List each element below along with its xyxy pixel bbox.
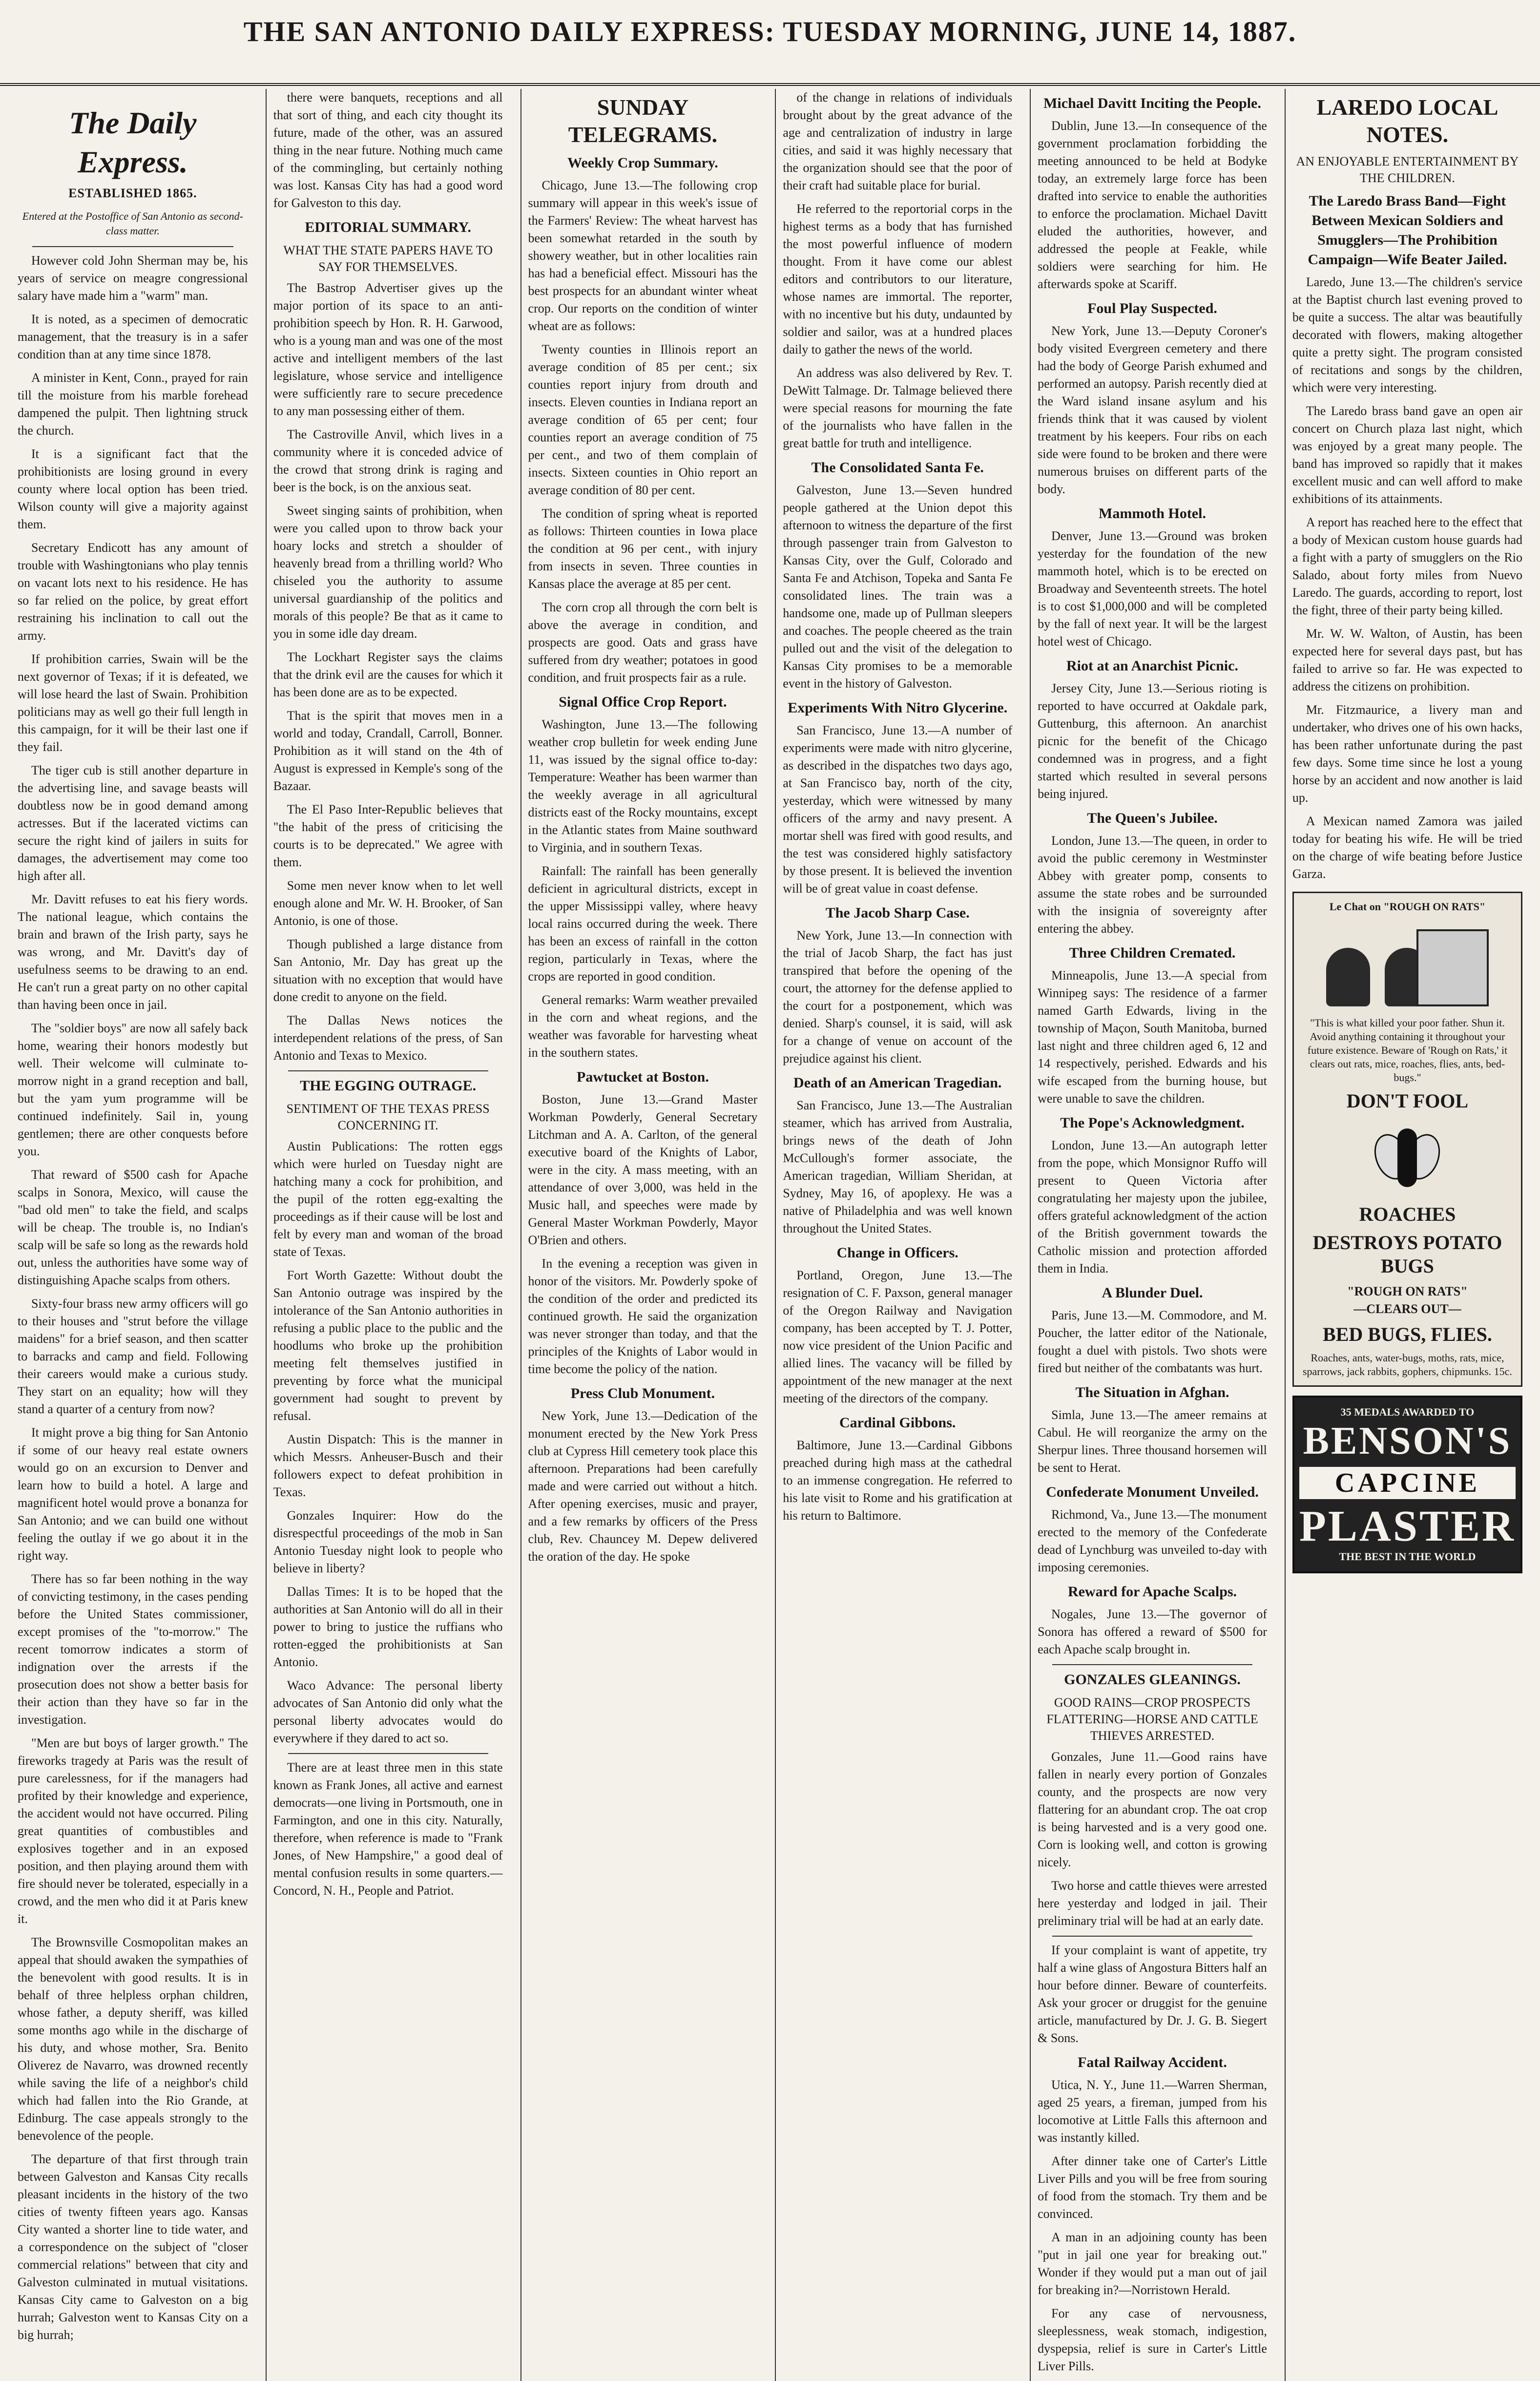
- article-heading: Foul Play Suspected.: [1087, 300, 1217, 316]
- section-subheading: AN ENJOYABLE ENTERTAINMENT BY THE CHILDREN.: [1296, 154, 1519, 185]
- ad-product: PLASTER: [1299, 1502, 1516, 1550]
- paragraph: The departure of that first through train between Galveston and Kansas City recalls pleasant incidents in the history of the two cities of twenty fifteen years ago. Kansas City wanted a shorter line to tide water, and a correspondence on the subject of "closer commercial relations" between that city and Galveston culminated in mutual visitations. Kansas City came to Galveston on a big hurrah; Galveston went to Kansas City on a big hurrah;: [18, 2152, 248, 2342]
- column-2: [266, 89, 510, 2381]
- column-3: [520, 89, 765, 2381]
- paragraph: The Bastrop Advertiser gives up the major portion of its space to an anti-prohibition speech by Hon. R. H. Garwood, who is a young man and was one of the most active and intelligent members of the last legislature, whose service and intelligence were sufficiently rare to secure precedence to any man possessing either of them.: [273, 281, 503, 418]
- column-4: [775, 89, 1019, 2381]
- ad-product: "ROUGH ON RATS": [1347, 1284, 1468, 1298]
- divider: [1052, 1936, 1252, 1937]
- paragraph: Mr. W. W. Walton, of Austin, has been expected here for several days past, but has failed to arrive so far. He was expected to address the citizens on prohibition.: [1292, 627, 1522, 693]
- paragraph: After dinner take one of Carter's Little Liver Pills and you will be free from souring of food from the stomach. Try them and be convinced.: [1038, 2154, 1267, 2221]
- column-6: [1285, 89, 1529, 2381]
- paragraph: of the change in relations of individuals brought about by the great advance of the age and centralization of industry in large cities, and said it was highly necessary that the organization should see that the poor of their craft had suitable place for burial.: [783, 90, 1013, 192]
- paragraph: San Francisco, June 13.—A number of experiments were made with nitro glycerine, as described in the dispatches two days ago, at San Francisco bay, north of the city, yesterday, which were witnessed by many officers of the army and navy present. A mortar shell was fired with good results, and the test was considered highly satisfactory by those present. It is believed the invention will be of great value in coast defense.: [783, 723, 1013, 896]
- ad-headline: DON'T FOOL: [1346, 1090, 1469, 1112]
- paragraph: A minister in Kent, Conn., prayed for rain till the moisture from his marble forehead dampened the pulpit. Then lightning struck the church.: [18, 371, 248, 438]
- paragraph: Austin Publications: The rotten eggs which were hurled on Tuesday night are hatching many a cock for prohibition, and the pupil of the rotten egg-exalting the proceedings as if their cause will be lost and felt by every man and woman of the broad state of Texas.: [273, 1139, 503, 1259]
- ad-headline: DESTROYS POTATO BUGS: [1312, 1232, 1502, 1277]
- cat-figure: [1326, 948, 1370, 1006]
- paragraph: It is a significant fact that the prohibitionists are losing ground in every county where local option has been tried. Wilson county will give a majority against them.: [18, 447, 248, 531]
- fly-icon: [1375, 1119, 1439, 1197]
- rough-on-rats-ad: [1292, 892, 1522, 1387]
- paragraph: It might prove a big thing for San Antonio if some of our heavy real estate owners would go on an excursion to Denver and learn how to build a hotel. A large and magnificent hotel would prove a bonanza for San Antonio; and we can build one without feeling the outlay if we go about it in the right way.: [18, 1425, 248, 1563]
- paragraph: In the evening a reception was given in honor of the visitors. Mr. Powderly spoke of the condition of the order and predicted its continued growth. He said the organization was never stronger than today, and that the principles of the Knights of Labor would in time become the policy of the nation.: [528, 1256, 758, 1376]
- paragraph: New York, June 13.—Deputy Coroner's body visited Evergreen cemetery and there had the body of George Parish exhumed and performed an autopsy. Parish recently died at the Ward island insane asylum and his friends think that it was caused by violent treatment by his keepers. Four ribs on each side were found to be broken and there were numerous bruises on different parts of the body.: [1038, 324, 1267, 496]
- paragraph: That reward of $500 cash for Apache scalps in Sonora, Mexico, will cause the "bad old men" to take the field, and scalps will be cheap. The trouble is, no Indian's scalp will be safe so long as the rewards hold out, unless the authorities have some way of distinguishing Apache scalps from others.: [18, 1168, 248, 1287]
- article-heading: The Jacob Sharp Case.: [825, 905, 970, 921]
- article-heading: Riot at an Anarchist Picnic.: [1066, 658, 1238, 674]
- article-heading: Fatal Railway Accident.: [1078, 2054, 1227, 2070]
- section-heading: GONZALES GLEANINGS.: [1064, 1671, 1241, 1688]
- paragraph: General remarks: Warm weather prevailed in the corn and wheat regions, and the weather was favorable for harvesting wheat in the southern states.: [528, 993, 758, 1060]
- paragraph: Sixty-four brass new army officers will go to their houses and "strut before the village maidens" for a brief season, and then scatter to barracks and camp and field. Following their careers would make a curious study. They start on an equality; how will they stand a quarter of a century from now?: [18, 1296, 248, 1416]
- cats-illustration: [1311, 919, 1503, 1011]
- paragraph: Washington, June 13.—The following weather crop bulletin for week ending June 11, was issued by the signal office to-day: Temperature: Weather has been warmer than the weekly average in all agricultural districts east of the Rocky mountains, except in the Atlantic states from Maine southward to Virginia, and in southern Texas.: [528, 717, 758, 855]
- paragraph: Two horse and cattle thieves were arrested here yesterday and lodged in jail. Their preliminary trial will be had at an early date.: [1038, 1879, 1267, 1928]
- article-heading: Three Children Cremated.: [1069, 945, 1236, 961]
- paper-title: The Daily Express.: [69, 105, 197, 179]
- columns-container: [11, 89, 1529, 2373]
- paragraph: If your complaint is want of appetite, try half a wine glass of Angostura Bitters half an hour before dinner. Beware of counterfeits. Ask your grocer or druggist for the genuine article, manufactured by Dr. J. G. B. Siegert & Sons.: [1038, 1943, 1267, 2045]
- divider: [288, 1753, 488, 1754]
- divider: [32, 246, 233, 247]
- paragraph: there were banquets, receptions and all that sort of thing, and each city thought its future, made of the other, was an assured thing in the near future. Nothing much came of the commingling, but certainly nothing was lost. Kansas City has had a good word for Galveston to this day.: [273, 90, 503, 210]
- paragraph: Richmond, Va., June 13.—The monument erected to the memory of the Confederate dead of Lynchburg was unveiled to-day with imposing ceremonies.: [1038, 1507, 1267, 1574]
- paragraph: Though published a large distance from San Antonio, Mr. Day has great up the situation with no exception that would have done credit to anyone on the field.: [273, 937, 503, 1004]
- paragraph: Mr. Fitzmaurice, a livery man and undertaker, who drives one of his own hacks, has been rather unfortunate during the past few days. Some time since he lost a young horse by an accident and now another is laid up.: [1292, 703, 1522, 805]
- article-heading: The Pope's Acknowledgment.: [1060, 1115, 1245, 1131]
- article-heading: Mammoth Hotel.: [1099, 505, 1206, 522]
- ad-caption: Le Chat on "ROUGH ON RATS": [1329, 900, 1486, 913]
- paragraph: Austin Dispatch: This is the manner in which Messrs. Anheuser-Busch and their followers expect to defeat prohibition in Texas.: [273, 1432, 503, 1499]
- paragraph: A report has reached here to the effect that a body of Mexican custom house guards had a fight with a party of smugglers on the Rio Salado, about forty miles from Nuevo Laredo. The guards, according to report, lost the fight, three of their party being killed.: [1292, 515, 1522, 617]
- paragraph: There has so far been nothing in the way of convicting testimony, in the cases pending before the United States commissioner, except promises of the "to-morrow." The recent tomorrow indicates a storm of indignation over the arrests if the prosecution does not show a better basis for their action than they have so far in the investigation.: [18, 1572, 248, 1727]
- paragraph: Galveston, June 13.—Seven hundred people gathered at the Union depot this afternoon to witness the departure of the first through passenger train from Galveston to Kansas City, over the Gulf, Colorado and Santa Fe and Atchison, Topeka and Santa Fe consolidated lines. The train was a handsome one, made up of Pullman sleepers and coaches. The people cheered as the train pulled out and the visit of the delegation to Kansas City promises to be a memorable event in the history of Galveston.: [783, 483, 1013, 690]
- paragraph: Nogales, June 13.—The governor of Sonora has offered a reward of $500 for each Apache scalp brought in.: [1038, 1607, 1267, 1656]
- column-5: [1030, 89, 1274, 2381]
- paragraph: A Mexican named Zamora was jailed today for beating his wife. He will be tried on the charge of wife beating before Justice Garza.: [1292, 814, 1522, 881]
- poison-box-figure: [1416, 929, 1489, 1006]
- paragraph: Twenty counties in Illinois report an average condition of 85 per cent.; six counties report injury from drouth and insects. Eleven counties in Indiana report an average condition of 65 per cent; four counties report an average condition of 75 per cent., and two of them complain of insects. Sixteen counties in Ohio report an average condition of 80 per cent.: [528, 342, 758, 497]
- paragraph: New York, June 13.—In connection with the trial of Jacob Sharp, the fact has just transpired that before the opening of the court, the attorney for the defense applied to the court for a postponement, which was denied. Sharp's counsel, it is said, will ask for a change of venue on account of the prejudice against his client.: [783, 928, 1013, 1065]
- article-heading: The Queen's Jubilee.: [1087, 810, 1218, 826]
- article-heading: Reward for Apache Scalps.: [1067, 1584, 1237, 1600]
- paragraph: The El Paso Inter-Republic believes that "the habit of the press of criticising the courts is to be deprecated." We agree with them.: [273, 802, 503, 869]
- paragraph: The condition of spring wheat is reported as follows: Thirteen counties in Iowa place the condition at 96 per cent., with injury from insects in seven. Three counties in Kansas place the average at 85 per cent.: [528, 506, 758, 591]
- paragraph: Boston, June 13.—Grand Master Workman Powderly, General Secretary Litchman and A. A. Carlton, of the general executive board of the Knights of Labor, were in the city. A mass meeting, with an attendance of over 3,000, was held in the Music hall, and speeches were made by General Master Workman Powderly, Mayor O'Brien and others.: [528, 1092, 758, 1247]
- paragraph: Utica, N. Y., June 11.—Warren Sherman, aged 25 years, a fireman, jumped from his locomotive at Little Falls this afternoon and was instantly killed.: [1038, 2078, 1267, 2145]
- ad-text: "This is what killed your poor father. Shun it. Avoid anything containing it throughout your future existence. Beware of 'Rough on Rats,' it clears out rats, mice, roaches, flies, ants, bed-bugs.": [1307, 1017, 1508, 1084]
- paragraph: Baltimore, June 13.—Cardinal Gibbons preached during high mass at the cathedral to an immense congregation. He referred to his late visit to Rome and his gratification at his return to Baltimore.: [783, 1438, 1013, 1523]
- paragraph: "Men are but boys of larger growth." The fireworks tragedy at Paris was the result of pure carelessness, for if the managers had profited by their knowledge and experience, the accident would not have occurred. Piling great quantities of combustibles and explosives together and in an exposed position, and then playing around them with fire should never be tolerated, especially in a crowd, and the men who did it at Paris knew it.: [18, 1736, 248, 1926]
- paragraph: The Laredo brass band gave an open air concert on Church plaza last night, which was enjoyed by a great many people. The band has improved so rapidly that it makes excellent music and can well afford to make exhibitions of its attainments.: [1292, 404, 1522, 506]
- section-subheading: SENTIMENT OF THE TEXAS PRESS CONCERNING IT.: [286, 1102, 490, 1132]
- paragraph: Laredo, June 13.—The children's service at the Baptist church last evening proved to be quite a success. The altar was beautifully decorated with flowers, making altogether quite a pretty sight. The program consisted of recitations and songs by the children, which were very interesting.: [1292, 275, 1522, 395]
- paragraph: Simla, June 13.—The ameer remains at Cabul. He will reorganize the army on the Sherpur lines. Three thousand horsemen will be sent to Herat.: [1038, 1408, 1267, 1475]
- ad-headline: ROACHES: [1359, 1203, 1456, 1225]
- paragraph: The Dallas News notices the interdependent relations of the press, of San Antonio and Texas to Mexico.: [273, 1013, 503, 1063]
- paragraph: Rainfall: The rainfall has been generally deficient in agricultural districts, except in the upper Mississippi valley, where heavy local rains occurred during the week. There has been an excess of rainfall in the cotton region, particularly in Texas, where the crops are reported in good condition.: [528, 864, 758, 983]
- paragraph: Sweet singing saints of prohibition, when were you called upon to throw back your hoary locks and stretch a shoulder of heavenly bread from a thrilling world? Who chiseled you the authority to assume universal guardianship of the politics and morals of this people? Be that as it came to you in some idle day dream.: [273, 503, 503, 641]
- ad-caption: 35 MEDALS AWARDED TO: [1340, 1406, 1475, 1418]
- paragraph: Secretary Endicott has any amount of trouble with Washingtonians who play tennis on vacant lots next to his residence. He has so far relied on the police, by great effort restraining his inclination to call out the army.: [18, 541, 248, 643]
- paragraph: Jersey City, June 13.—Serious rioting is reported to have occurred at Oakdale park, Guttenburg, this afternoon. An anarchist picnic for the benefit of the Chicago condemned was in progress, and a fight started which resulted in several persons being injured.: [1038, 681, 1267, 801]
- entered-note: Entered at the Postoffice of San Antonio as second-class matter.: [22, 210, 243, 237]
- paragraph: London, June 13.—An autograph letter from the pope, which Monsignor Ruffo will present to Queen Victoria after congratulating her majesty upon the jubilee, offers grateful acknowledgment of the action of the British government towards the Catholic mission and protection afforded them in India.: [1038, 1138, 1267, 1275]
- paragraph: He referred to the reportorial corps in the highest terms as a body that has furnished the most powerful influence of modern thought. From it have come our ablest editors and contributors to our literature, whose names are immortal. The reporter, with no incentive but his duty, undaunted by soldier and sailor, was at a hundred places daily to gather the news of the world.: [783, 202, 1013, 356]
- paragraph: Dallas Times: It is to be hoped that the authorities at San Antonio will do all in their power to bring to justice the ruffians who rotten-egged the prohibitionists at San Antonio.: [273, 1585, 503, 1669]
- paragraph: Gonzales, June 11.—Good rains have fallen in nearly every portion of Gonzales county, and the prospects are now very flattering for an abundant crop. The oat crop is being harvested and is a very good one. Corn is looking well, and cotton is growing nicely.: [1038, 1750, 1267, 1869]
- paragraph: Some men never know when to let well enough alone and Mr. W. H. Brooker, of San Antonio, is one of those.: [273, 878, 503, 928]
- section-subheading: GOOD RAINS—CROP PROSPECTS FLATTERING—HORSE AND CATTLE THIEVES ARRESTED.: [1046, 1695, 1258, 1743]
- paragraph: The Castroville Anvil, which lives in a community where it is conceded advice of the crowd that strong drink is raging and beer is the bock, is on the anxious seat.: [273, 427, 503, 494]
- paragraph: Gonzales Inquirer: How do the disrespectful proceedings of the mob in San Antonio Tuesday night look to people who believe in liberty?: [273, 1508, 503, 1575]
- paragraph: For any case of nervousness, sleeplessness, weak stomach, indigestion, dyspepsia, relief is sure in Carter's Little Liver Pills.: [1038, 2306, 1267, 2373]
- newspaper-masthead: THE SAN ANTONIO DAILY EXPRESS: TUESDAY MORNING, JUNE 14, 1887.: [0, 0, 1540, 86]
- paragraph: San Francisco, June 13.—The Australian steamer, which has arrived from Australia, brings news of the death of John McCullough's former associate, the American tragedian, William Sheridan, at Sydney, May 16, of apoplexy. He was a native of Philadelphia and was well known throughout the United States.: [783, 1098, 1013, 1235]
- paragraph: Chicago, June 13.—The following crop summary will appear in this week's issue of the Farmers' Review: The wheat harvest has been somewhat retarded in the south by showery weather, but in other localities rain has had a beneficial effect. Missouri has the best prospects for an abundant winter wheat crop. Our reports on the condition of winter wheat are as follows:: [528, 178, 758, 333]
- paragraph: New York, June 13.—Dedication of the monument erected by the New York Press club at Cypress Hill cemetery took place this afternoon. Preparations had been carefully made and were carried out without a hitch. After opening exercises, music and prayer, and a few remarks by officers of the Press club, Rev. Chauncey M. Depew delivered the oration of the day. He spoke: [528, 1409, 758, 1564]
- fly-body: [1397, 1128, 1417, 1187]
- article-heading: Michael Davitt Inciting the People.: [1043, 95, 1261, 111]
- article-heading: Cardinal Gibbons.: [839, 1415, 956, 1431]
- established-line: ESTABLISHED 1865.: [68, 186, 197, 200]
- paragraph: That is the spirit that moves men in a world and today, Crandall, Carroll, Bonner. Prohibition as it will stand on the 4th of August is expressed in Kemple's song of the Bazaar.: [273, 709, 503, 793]
- paragraph: The Lockhart Register says the claims that the drink evil are the causes for which it has been done are as to be expected.: [273, 650, 503, 699]
- section-heading: THE EGGING OUTRAGE.: [300, 1078, 477, 1094]
- paragraph: However cold John Sherman may be, his years of service on meagre congressional salary have made him a "warm" man.: [18, 253, 248, 303]
- ad-tagline: THE BEST IN THE WORLD: [1339, 1550, 1476, 1563]
- article-heading: Pawtucket at Boston.: [577, 1069, 709, 1085]
- article-heading: A Blunder Duel.: [1102, 1285, 1203, 1301]
- paragraph: Minneapolis, June 13.—A special from Winnipeg says: The residence of a farmer named Garth Edwards, living in the township of Maçon, South Manitoba, burned last night and three children aged 6, 12 and 14 respectively, perished. Edwards and his wife escaped from the burning house, but were unable to save the children.: [1038, 968, 1267, 1106]
- section-subheading: WHAT THE STATE PAPERS HAVE TO SAY FOR THEMSELVES.: [283, 243, 493, 274]
- article-heading: Confederate Monument Unveiled.: [1046, 1484, 1259, 1500]
- article-heading: Experiments With Nitro Glycerine.: [788, 700, 1008, 716]
- section-heading: SUNDAY TELEGRAMS.: [568, 95, 718, 147]
- ad-line: —CLEARS OUT—: [1353, 1302, 1461, 1316]
- divider: [1052, 1664, 1252, 1665]
- column-1: [11, 89, 255, 2381]
- article-heading: Press Club Monument.: [570, 1385, 715, 1401]
- capcine-plaster-ad: [1292, 1396, 1522, 1573]
- paragraph: There are at least three men in this state known as Frank Jones, all active and earnest democrats—one living in Portsmouth, one in Farmington, and one in this city. Naturally, therefore, when reference is made to "Frank Jones, of New Hampshire," a good deal of mental confusion results in some quarters.—Concord, N. H., People and Patriot.: [273, 1760, 503, 1898]
- article-heading: Signal Office Crop Report.: [559, 694, 727, 710]
- section-subheading: The Laredo Brass Band—Fight Between Mexican Soldiers and Smugglers—The Prohibition Campaign—Wife Beater Jailed.: [1308, 193, 1507, 268]
- article-heading: Weekly Crop Summary.: [567, 155, 718, 171]
- paragraph: It is noted, as a specimen of democratic management, that the treasury is in a safer condition than at any time since 1878.: [18, 312, 248, 361]
- paragraph: If prohibition carries, Swain will be the next governor of Texas; if it is defeated, we will lose heard the last of Swain. Prohibition politicians may as well go their full length in this campaign, for it will be their last one if they fail.: [18, 652, 248, 754]
- article-heading: The Situation in Afghan.: [1075, 1384, 1229, 1400]
- paragraph: Fort Worth Gazette: Without doubt the San Antonio outrage was inspired by the intolerance of the San Antonio authorities in refusing a public place to the public and the hoodlums who broke up the prohibition meeting felt themselves justified in preventing by force what the municipal government had sought to prevent by refusal.: [273, 1268, 503, 1423]
- section-heading: LAREDO LOCAL NOTES.: [1316, 95, 1498, 147]
- paragraph: Denver, June 13.—Ground was broken yesterday for the foundation of the new mammoth hotel, which is to be erected on Broadway and Seventeenth streets. The hotel is to cost $1,000,000 and will be completed by the fall of next year. It will be the largest hotel west of Chicago.: [1038, 529, 1267, 648]
- paragraph: Dublin, June 13.—In consequence of the government proclamation forbidding the meeting announced to be held at Bodyke today, an extremely large force has been drafted into service to enable the authorities to enforce the proclamation. Michael Davitt eluded the authorities, however, and addressed the people at Feakle, while soldiers were searching for him. He afterwards spoke at Scariff.: [1038, 119, 1267, 291]
- article-heading: Death of an American Tragedian.: [793, 1075, 1002, 1091]
- paragraph: Waco Advance: The personal liberty advocates of San Antonio did only what the personal liberty advocates would do everywhere if they dared to act so.: [273, 1678, 503, 1745]
- paragraph: Paris, June 13.—M. Commodore, and M. Poucher, the latter editor of the Nationale, fought a duel with pistols. Two shots were fired but neither of the combatants was hurt.: [1038, 1308, 1267, 1375]
- paragraph: The "soldier boys" are now all safely back home, wearing their honors modestly but well. Their welcome will culminate to-morrow night in a grand reception and ball, but the yam yum programme will be continued indefinitely. Sail in, young gentlemen; there are other conquests before you.: [18, 1021, 248, 1158]
- article-heading: Change in Officers.: [836, 1245, 958, 1261]
- paragraph: The Brownsville Cosmopolitan makes an appeal that should awaken the sympathies of the benevolent with good results. It is in behalf of three helpless orphan children, whose father, a deputy sheriff, was killed some months ago while in the discharge of his duty, and whose mother, Sra. Benito Oliverez de Navarro, was drowned recently while saving the life of a neighbor's child which had fallen into the Rio Grande, at Edinburg. The case appeals strongly to the benevolence of the people.: [18, 1935, 248, 2143]
- paragraph: Mr. Davitt refuses to eat his fiery words. The national league, which contains the brain and brawn of the Irish party, says he was wrong, and Mr. Davitt's day of usefulness seems to be drawing to an end. He can't run a great party on no other capital than having been once in jail.: [18, 892, 248, 1012]
- ad-text: Roaches, ants, water-bugs, moths, rats, mice, sparrows, jack rabbits, gophers, chipmunks. 15c.: [1302, 1352, 1512, 1378]
- ad-brand: BENSON'S: [1303, 1420, 1512, 1462]
- article-heading: The Consolidated Santa Fe.: [811, 459, 984, 476]
- divider: [288, 1070, 488, 1071]
- paragraph: A man in an adjoining county has been "put in jail one year for breaking out." Wonder if they would put a man out of jail for breaking in?—Norristown Herald.: [1038, 2230, 1267, 2297]
- ad-headline: BED BUGS, FLIES.: [1323, 1323, 1492, 1345]
- paragraph: London, June 13.—The queen, in order to avoid the public ceremony in Westminster Abbey with greater pomp, consents to assume the state robes and be surrounded with the insignia of sovereignty after entering the abbey.: [1038, 834, 1267, 936]
- paragraph: Portland, Oregon, June 13.—The resignation of C. F. Paxson, general manager of the Oregon Railway and Navigation company, has been accepted by T. J. Potter, now vice president of the Union Pacific and allied lines. The vacancy will be filled by appointment of the new manager at the next meeting of the directors of the company.: [783, 1268, 1013, 1405]
- paragraph: An address was also delivered by Rev. T. DeWitt Talmage. Dr. Talmage believed there were special reasons for mourning the fate of the journalists who have fallen in the great battle for truth and intelligence.: [783, 366, 1013, 450]
- paragraph: The corn crop all through the corn belt is above the average in condition, and prospects are good. Oats and grass have suffered from dry weather; potatoes in good condition, and fruit prospects fair as a rule.: [528, 600, 758, 685]
- ad-product: CAPCINE: [1299, 1467, 1516, 1499]
- section-heading: EDITORIAL SUMMARY.: [305, 219, 471, 235]
- paragraph: The tiger cub is still another departure in the advertising line, and savage beasts will doubtless now be in good demand among actresses. But if the lacerated victims can secure the right kind of jailers in suits for damages, the advertisement may come too high after all.: [18, 763, 248, 883]
